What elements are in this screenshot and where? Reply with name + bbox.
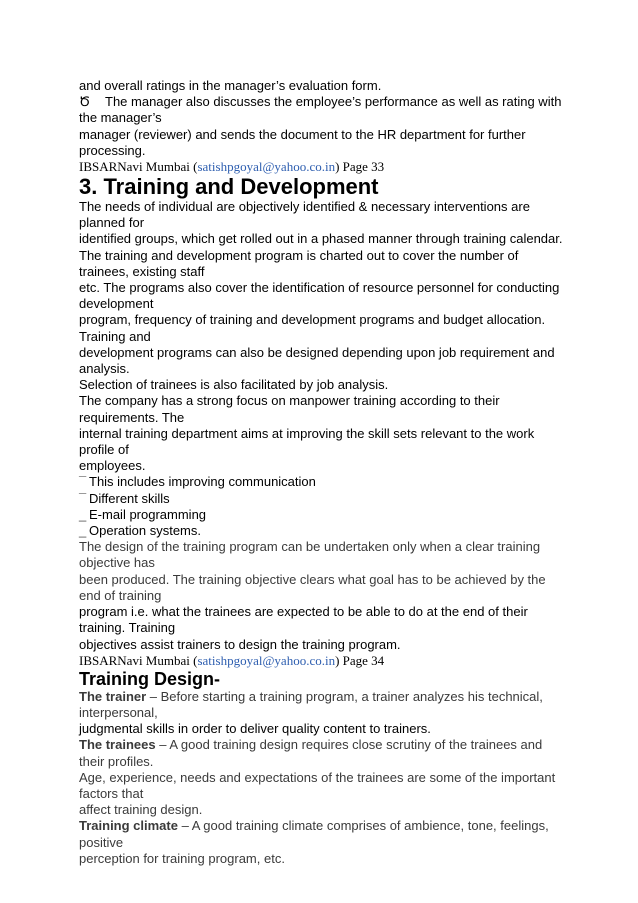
paragraph-line: interpersonal, <box>79 704 158 720</box>
paragraph-line: program, frequency of training and development programs and budget allocation. <box>79 312 546 328</box>
paragraph-line: The design of the training program can be undertaken only when a clear training <box>79 539 541 555</box>
taurus-symbol-icon: Ծ <box>79 94 91 110</box>
paragraph-line: identified groups, which get rolled out in a phased manner through training calendar. <box>79 231 563 247</box>
bullet-mark: ¯ <box>79 490 87 506</box>
paragraph-line: training. Training <box>79 620 176 636</box>
paragraph-line: profile of <box>79 442 129 458</box>
paragraph-line: The trainees – A good training design requires close scrutiny of the trainees and <box>79 737 543 753</box>
paragraph-line: processing. <box>79 142 146 158</box>
paragraph-line: factors that <box>79 785 144 801</box>
paragraph-line: Selection of trainees is also facilitated by job analysis. <box>79 377 389 393</box>
paragraph-line: The training and development program is charted out to cover the number of <box>79 247 519 263</box>
footer-email-link[interactable]: satishpgoyal@yahoo.co.in <box>197 652 336 668</box>
paragraph-line: The trainer – Before starting a training program, a trainer analyzes his technical, <box>79 688 543 704</box>
paragraph-line: Training and <box>79 328 151 344</box>
term-label: The trainer <box>79 688 147 704</box>
paragraph-line: development programs can also be designed depending upon job requirement and <box>79 344 555 360</box>
document-page <box>79 78 563 867</box>
paragraph-line: affect training design. <box>79 802 203 818</box>
bullet-mark: ¯ <box>79 474 87 490</box>
bullet-mark: _ <box>79 523 87 539</box>
page-footer: IBSARNavi Mumbai (satishpgoyal@yahoo.co.in) Page 33 <box>79 159 385 175</box>
paragraph-line: Age, experience, needs and expectations of the trainees are some of the important <box>79 769 556 785</box>
paragraph-line: analysis. <box>79 361 130 377</box>
footer-email-link[interactable]: satishpgoyal@yahoo.co.in <box>197 159 336 175</box>
section-heading: 3. Training and Development <box>79 174 379 200</box>
paragraph-line: judgmental skills in order to deliver quality content to trainers. <box>79 721 431 737</box>
paragraph-line: end of training <box>79 587 162 603</box>
list-item: Ծ The manager also discusses the employee’s performance as well as rating with <box>79 94 562 110</box>
subsection-heading: Training Design- <box>79 668 221 689</box>
list-item: ¯ This includes improving communication <box>79 474 316 490</box>
paragraph-line: development <box>79 296 154 312</box>
paragraph-line: objective has <box>79 555 155 571</box>
paragraph-line: employees. <box>79 458 146 474</box>
paragraph-line: been produced. The training objective clears what goal has to be achieved by the <box>79 571 546 587</box>
paragraph-line: The needs of individual are objectively identified & necessary interventions are <box>79 199 530 215</box>
paragraph-line: manager (reviewer) and sends the document to the HR department for further <box>79 126 526 142</box>
bullet-mark: _ <box>79 506 87 522</box>
term-label: Training climate <box>79 818 178 834</box>
paragraph-line: the manager’s <box>79 110 162 126</box>
paragraph-line: program i.e. what the trainees are expected to be able to do at the end of their <box>79 604 528 620</box>
list-item: _ E-mail programming <box>79 506 207 522</box>
paragraph-line: planned for <box>79 215 145 231</box>
paragraph-line: etc. The programs also cover the identification of resource personnel for conducting <box>79 280 560 296</box>
list-item: ¯ Different skills <box>79 490 170 506</box>
paragraph-line: requirements. The <box>79 409 185 425</box>
paragraph-line: objectives assist trainers to design the training program. <box>79 636 401 652</box>
paragraph-line: perception for training program, etc. <box>79 850 285 866</box>
paragraph-line: and overall ratings in the manager’s evaluation form. <box>79 78 382 93</box>
paragraph-line: internal training department aims at improving the skill sets relevant to the work <box>79 425 535 441</box>
paragraph-line: Training climate – A good training climate comprises of ambience, tone, feelings, <box>79 818 549 834</box>
paragraph-line: positive <box>79 834 124 850</box>
paragraph-line: The company has a strong focus on manpower training according to their <box>79 393 500 409</box>
paragraph-line: trainees, existing staff <box>79 263 205 279</box>
page-footer: IBSARNavi Mumbai (satishpgoyal@yahoo.co.in) Page 34 <box>79 652 385 668</box>
paragraph-line: their profiles. <box>79 753 154 769</box>
term-label: The trainees <box>79 737 156 753</box>
list-item: _ Operation systems. <box>79 523 201 539</box>
